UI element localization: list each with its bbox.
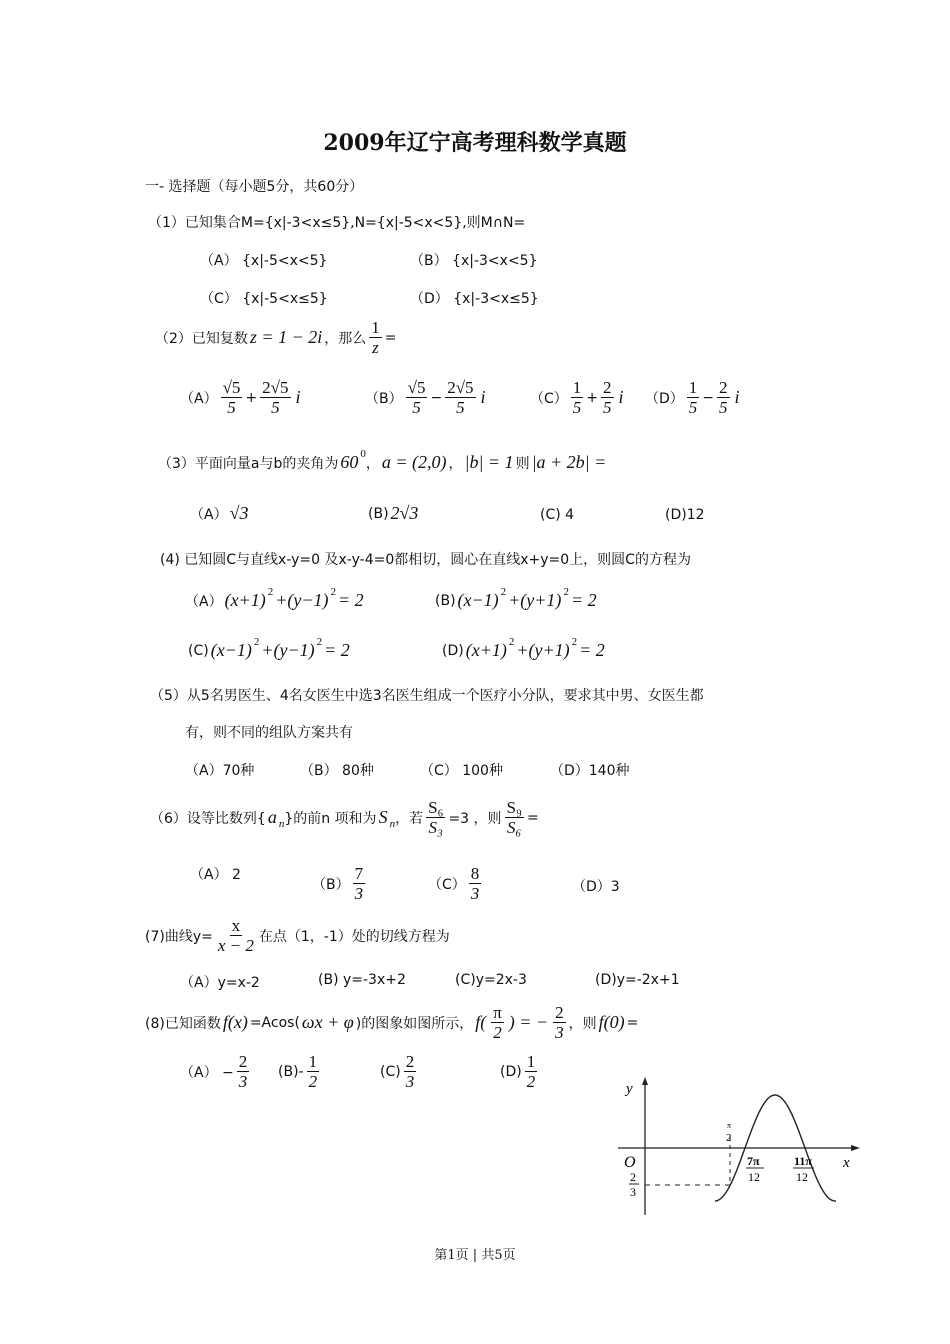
math-expression: +(y−1) <box>261 640 315 660</box>
math-expression: (x−1) <box>457 590 499 610</box>
q1-option-d <box>410 288 539 308</box>
math-expression: a = (2,0) <box>381 452 447 472</box>
subscript: n <box>389 817 396 830</box>
text-run: （A） 2 <box>190 867 241 883</box>
fraction-denominator: 5 <box>603 398 612 417</box>
fraction <box>491 1003 504 1042</box>
math-expression: i <box>734 387 740 407</box>
text-run: 一- 选择题（每小题5分，共60分） <box>145 179 364 195</box>
fraction-denominator: z <box>372 338 379 357</box>
text-run: (D)y=-2x+1 <box>595 972 680 988</box>
math-expression: = 2 <box>579 640 605 660</box>
text-run: （A） <box>180 390 218 407</box>
q5-stem-continued <box>185 722 353 742</box>
text-run: + <box>586 389 599 406</box>
text-run: （B） 80种 <box>300 763 374 779</box>
q1-option-b <box>410 250 537 270</box>
math-expression: |b| = 1 <box>464 452 514 472</box>
text-run: （D）3 <box>572 879 620 895</box>
text-run: （D） <box>645 390 684 407</box>
q8-option-a <box>180 1052 252 1091</box>
text-run: + <box>245 389 258 406</box>
text-run: （A） <box>190 506 228 523</box>
fraction <box>353 864 366 903</box>
fraction-denominator: 5 <box>719 398 728 417</box>
fraction-denominator: 5 <box>456 398 465 417</box>
fraction-numerator: √5 <box>222 378 241 397</box>
fraction-numerator: √5 <box>407 378 426 397</box>
fraction-denominator: 5 <box>271 398 280 417</box>
math-expression: i <box>480 387 486 407</box>
text-run: ，若 <box>395 810 424 827</box>
text-run: （A）y=x-2 <box>180 975 260 991</box>
text-run: （D） {x|-3<x≤5} <box>410 291 539 307</box>
text-run: （C） <box>428 876 466 893</box>
superscript: 2 <box>563 585 569 598</box>
q5-stem <box>150 685 704 705</box>
y-tick-numerator: 2 <box>630 1170 636 1184</box>
text-run: （B） <box>312 876 350 893</box>
math-expression: 2√3 <box>390 503 419 523</box>
text-run: =Acos( <box>249 1014 300 1031</box>
fraction-denominator: 3 <box>470 884 480 903</box>
superscript: 2 <box>267 585 274 598</box>
q6-option-b <box>312 864 368 903</box>
q6-option-c <box>428 864 484 903</box>
text-run: （A） {x|-5<x<5} <box>200 253 328 269</box>
q7-option-b <box>318 972 406 988</box>
section-heading <box>145 176 363 196</box>
y-tick-denominator: 3 <box>630 1185 636 1199</box>
text-run: （D）140种 <box>550 763 630 779</box>
math-expression: z = 1 − 2i <box>249 327 323 347</box>
math-expression: S <box>378 807 388 827</box>
math-expression: ωx + φ <box>301 1012 354 1032</box>
q7-option-c <box>455 972 527 988</box>
superscript: 2 <box>500 585 507 598</box>
q5-option-a <box>185 760 254 780</box>
text-run: （C） <box>530 390 568 407</box>
y-axis-arrow-icon <box>642 1077 648 1085</box>
subscript: n <box>278 817 285 830</box>
fraction <box>571 378 584 417</box>
fraction-denominator: x − 2 <box>217 936 254 955</box>
text-run: (D) <box>500 1063 522 1080</box>
q4-option-d <box>442 635 607 661</box>
pi-half-numerator: π <box>727 1121 732 1130</box>
q7-stem <box>145 916 450 955</box>
text-run: （5）从5名男医生、4名女医生中选3名医生组成一个医疗小分队，要求其中男、女医生都 <box>150 688 704 704</box>
fraction-numerator: 1 <box>526 1052 536 1071</box>
fraction-denominator: 5 <box>688 398 698 417</box>
math-expression: = 2 <box>337 590 364 610</box>
math-expression: f(0) <box>598 1012 625 1032</box>
text-run: (C) 4 <box>540 507 575 523</box>
math-expression: f( <box>475 1012 487 1032</box>
text-run: ，则 <box>568 1015 597 1032</box>
math-expression: +(y+1) <box>508 590 562 610</box>
fraction-denominator: S₆ <box>507 818 522 837</box>
q7-option-a <box>180 972 260 992</box>
fraction-denominator: 5 <box>412 398 421 417</box>
superscript: 2 <box>571 635 578 648</box>
text-run: （C） 100种 <box>420 763 503 779</box>
math-expression: ) = − <box>508 1012 549 1032</box>
q8-option-c <box>380 1052 419 1091</box>
text-run: (B) <box>435 592 456 609</box>
text-run: (D) <box>442 642 464 659</box>
text-run: （6）设等比数列{ <box>150 810 266 827</box>
text-run: 则 <box>515 455 530 472</box>
fraction-denominator: 2 <box>493 1023 502 1042</box>
math-expression: (x−1) <box>210 640 252 660</box>
math-expression: i <box>618 387 624 407</box>
text-run: （A） <box>185 593 223 610</box>
fraction-denominator: S₃ <box>428 818 443 837</box>
text-run: (B) y=-3x+2 <box>318 972 406 988</box>
page-title: 2009年辽宁高考理科数学真题 <box>323 130 627 156</box>
text-run: )的图象如图所示， <box>355 1015 474 1032</box>
fraction-numerator: 1 <box>371 318 380 337</box>
math-expression: +(y+1) <box>516 640 570 660</box>
fraction-numerator: 2 <box>555 1003 564 1022</box>
text-run: − <box>430 389 443 406</box>
fraction-numerator: x <box>231 916 241 935</box>
text-run: （3）平面向量a与b的夹角为 <box>158 455 339 472</box>
fraction-numerator: 1 <box>688 378 698 397</box>
text-run: (7)曲线y= <box>145 928 213 945</box>
text-run: ， <box>365 455 380 472</box>
tick-11pi-numerator: 11π <box>794 1154 812 1168</box>
q5-option-d <box>550 760 630 780</box>
q6-option-d <box>572 876 620 896</box>
q3-stem <box>158 447 608 473</box>
text-run: （A）70种 <box>185 763 255 779</box>
math-expression: f(x) <box>222 1012 248 1032</box>
fraction <box>406 378 428 417</box>
fraction-numerator: 2 <box>719 378 728 397</box>
text-run: (B) <box>368 505 389 522</box>
tick-7pi-denominator: 12 <box>748 1170 760 1184</box>
q2-option-a <box>180 378 303 417</box>
fraction <box>404 1052 417 1091</box>
q4-option-c <box>188 635 352 661</box>
q6-stem <box>150 798 539 837</box>
q4-stem <box>160 549 691 569</box>
fraction-numerator: 1 <box>308 1052 318 1071</box>
q2-stem <box>155 318 396 357</box>
text-run: （2）已知复数 <box>155 330 248 347</box>
pi-half-denominator: 2 <box>726 1132 732 1144</box>
fraction-denominator: 3 <box>238 1072 248 1091</box>
text-run: ，那么 <box>324 330 367 347</box>
fraction-numerator: 2 <box>238 1052 248 1071</box>
text-run: （A） − <box>180 1064 234 1081</box>
fraction-numerator: 2√5 <box>447 378 474 397</box>
text-run: (B)- <box>278 1063 304 1080</box>
fraction-denominator: 3 <box>405 1072 415 1091</box>
fraction-numerator: S₉ <box>506 798 522 817</box>
fraction-numerator: π <box>493 1003 502 1022</box>
q8-stem <box>145 1003 638 1042</box>
fraction <box>601 378 614 417</box>
text-run: = <box>526 809 539 826</box>
fraction <box>237 1052 250 1091</box>
fraction-numerator: 1 <box>572 378 582 397</box>
fraction-denominator: 2 <box>526 1072 536 1091</box>
text-run: (4) 已知圆C与直线x-y=0 及x-y-4=0都相切，圆心在直线x+y=0上，则圆C的方程为 <box>160 552 691 568</box>
q3-option-b <box>368 503 420 524</box>
fraction <box>553 1003 566 1042</box>
fraction-numerator: 8 <box>470 864 480 883</box>
fraction-denominator: 3 <box>555 1023 564 1042</box>
fraction <box>307 1052 320 1091</box>
q5-option-c <box>420 760 503 780</box>
q6-option-a <box>190 864 241 884</box>
text-run: （C） {x|-5<x≤5} <box>200 291 328 307</box>
page-footer: 第1页 | 共5页 <box>434 1248 516 1263</box>
text-run: (8)已知函数 <box>145 1015 221 1032</box>
q4-option-b <box>435 585 599 611</box>
q1-option-a <box>200 250 327 270</box>
y-axis-label: y <box>626 1081 633 1097</box>
text-run: = <box>384 329 397 346</box>
x-axis-arrow-icon <box>851 1145 860 1151</box>
fraction <box>469 864 482 903</box>
math-expression: = 2 <box>324 640 350 660</box>
math-expression: (x+1) <box>224 590 266 610</box>
fraction <box>216 916 256 955</box>
text-run: = <box>626 1014 639 1031</box>
x-axis-label: x <box>843 1155 850 1171</box>
fraction-numerator: 2√5 <box>262 378 289 397</box>
math-expression: +(y−1) <box>275 590 329 610</box>
q1-stem <box>148 212 525 232</box>
text-run: 有，则不同的组队方案共有 <box>185 725 353 741</box>
q2-option-c <box>530 378 626 417</box>
fraction <box>369 318 382 357</box>
text-run: 在点（1，-1）处的切线方程为 <box>258 928 450 945</box>
q2-option-d <box>645 378 742 417</box>
fraction <box>687 378 700 417</box>
superscript: 2 <box>253 635 260 648</box>
q1-option-c <box>200 288 328 308</box>
text-run: (C) <box>188 642 209 659</box>
text-run: − <box>702 389 715 406</box>
q3-option-c <box>540 507 574 523</box>
math-expression: (x+1) <box>465 640 507 660</box>
q7-option-d <box>595 972 680 988</box>
origin-label: O <box>624 1154 636 1171</box>
q8-option-d <box>500 1052 540 1091</box>
q4-option-a <box>185 585 366 611</box>
fraction-numerator: S₆ <box>428 798 444 817</box>
fraction-denominator: 5 <box>572 398 582 417</box>
fraction <box>505 798 524 837</box>
math-expression: a <box>267 807 277 827</box>
text-run: =3 ，则 <box>448 810 502 827</box>
math-expression: 60 <box>340 452 359 472</box>
fraction-denominator: 5 <box>227 398 236 417</box>
math-expression: √3 <box>229 503 249 523</box>
tick-11pi-denominator: 12 <box>796 1170 808 1184</box>
superscript: 2 <box>330 585 336 598</box>
math-expression: = 2 <box>570 590 597 610</box>
text-run: }的前n 项和为 <box>284 810 377 827</box>
fraction-denominator: 2 <box>308 1072 318 1091</box>
fraction-numerator: 7 <box>354 864 364 883</box>
superscript: 2 <box>316 635 323 648</box>
cosine-graph <box>610 1075 870 1220</box>
fraction-numerator: 2 <box>603 378 612 397</box>
text-run: （B） <box>365 390 403 407</box>
fraction <box>717 378 730 417</box>
text-run: (C) <box>380 1063 401 1080</box>
text-run: ， <box>448 455 463 472</box>
fraction <box>525 1052 538 1091</box>
fraction <box>260 378 290 417</box>
math-expression: |a + 2b| = <box>531 452 607 472</box>
fraction-denominator: 3 <box>354 884 364 903</box>
text-run: (D)12 <box>665 507 705 523</box>
fraction <box>445 378 475 417</box>
tick-7pi-numerator: 7π <box>747 1154 760 1168</box>
math-expression: i <box>295 387 301 407</box>
superscript: 2 <box>508 635 515 648</box>
q5-option-b <box>300 760 374 780</box>
q8-option-b <box>278 1052 322 1091</box>
fraction <box>221 378 243 417</box>
text-run: (C)y=2x-3 <box>455 972 527 988</box>
q3-option-a <box>190 503 250 524</box>
fraction-numerator: 2 <box>405 1052 415 1071</box>
text-run: （1）已知集合M={x|-3<x≤5},N={x|-5<x<5},则M∩N= <box>148 215 526 231</box>
q3-option-d <box>665 507 705 523</box>
superscript: 0 <box>360 447 366 460</box>
text-run: （B） {x|-3<x<5} <box>410 253 538 269</box>
fraction <box>426 798 445 837</box>
q2-option-b <box>365 378 488 417</box>
